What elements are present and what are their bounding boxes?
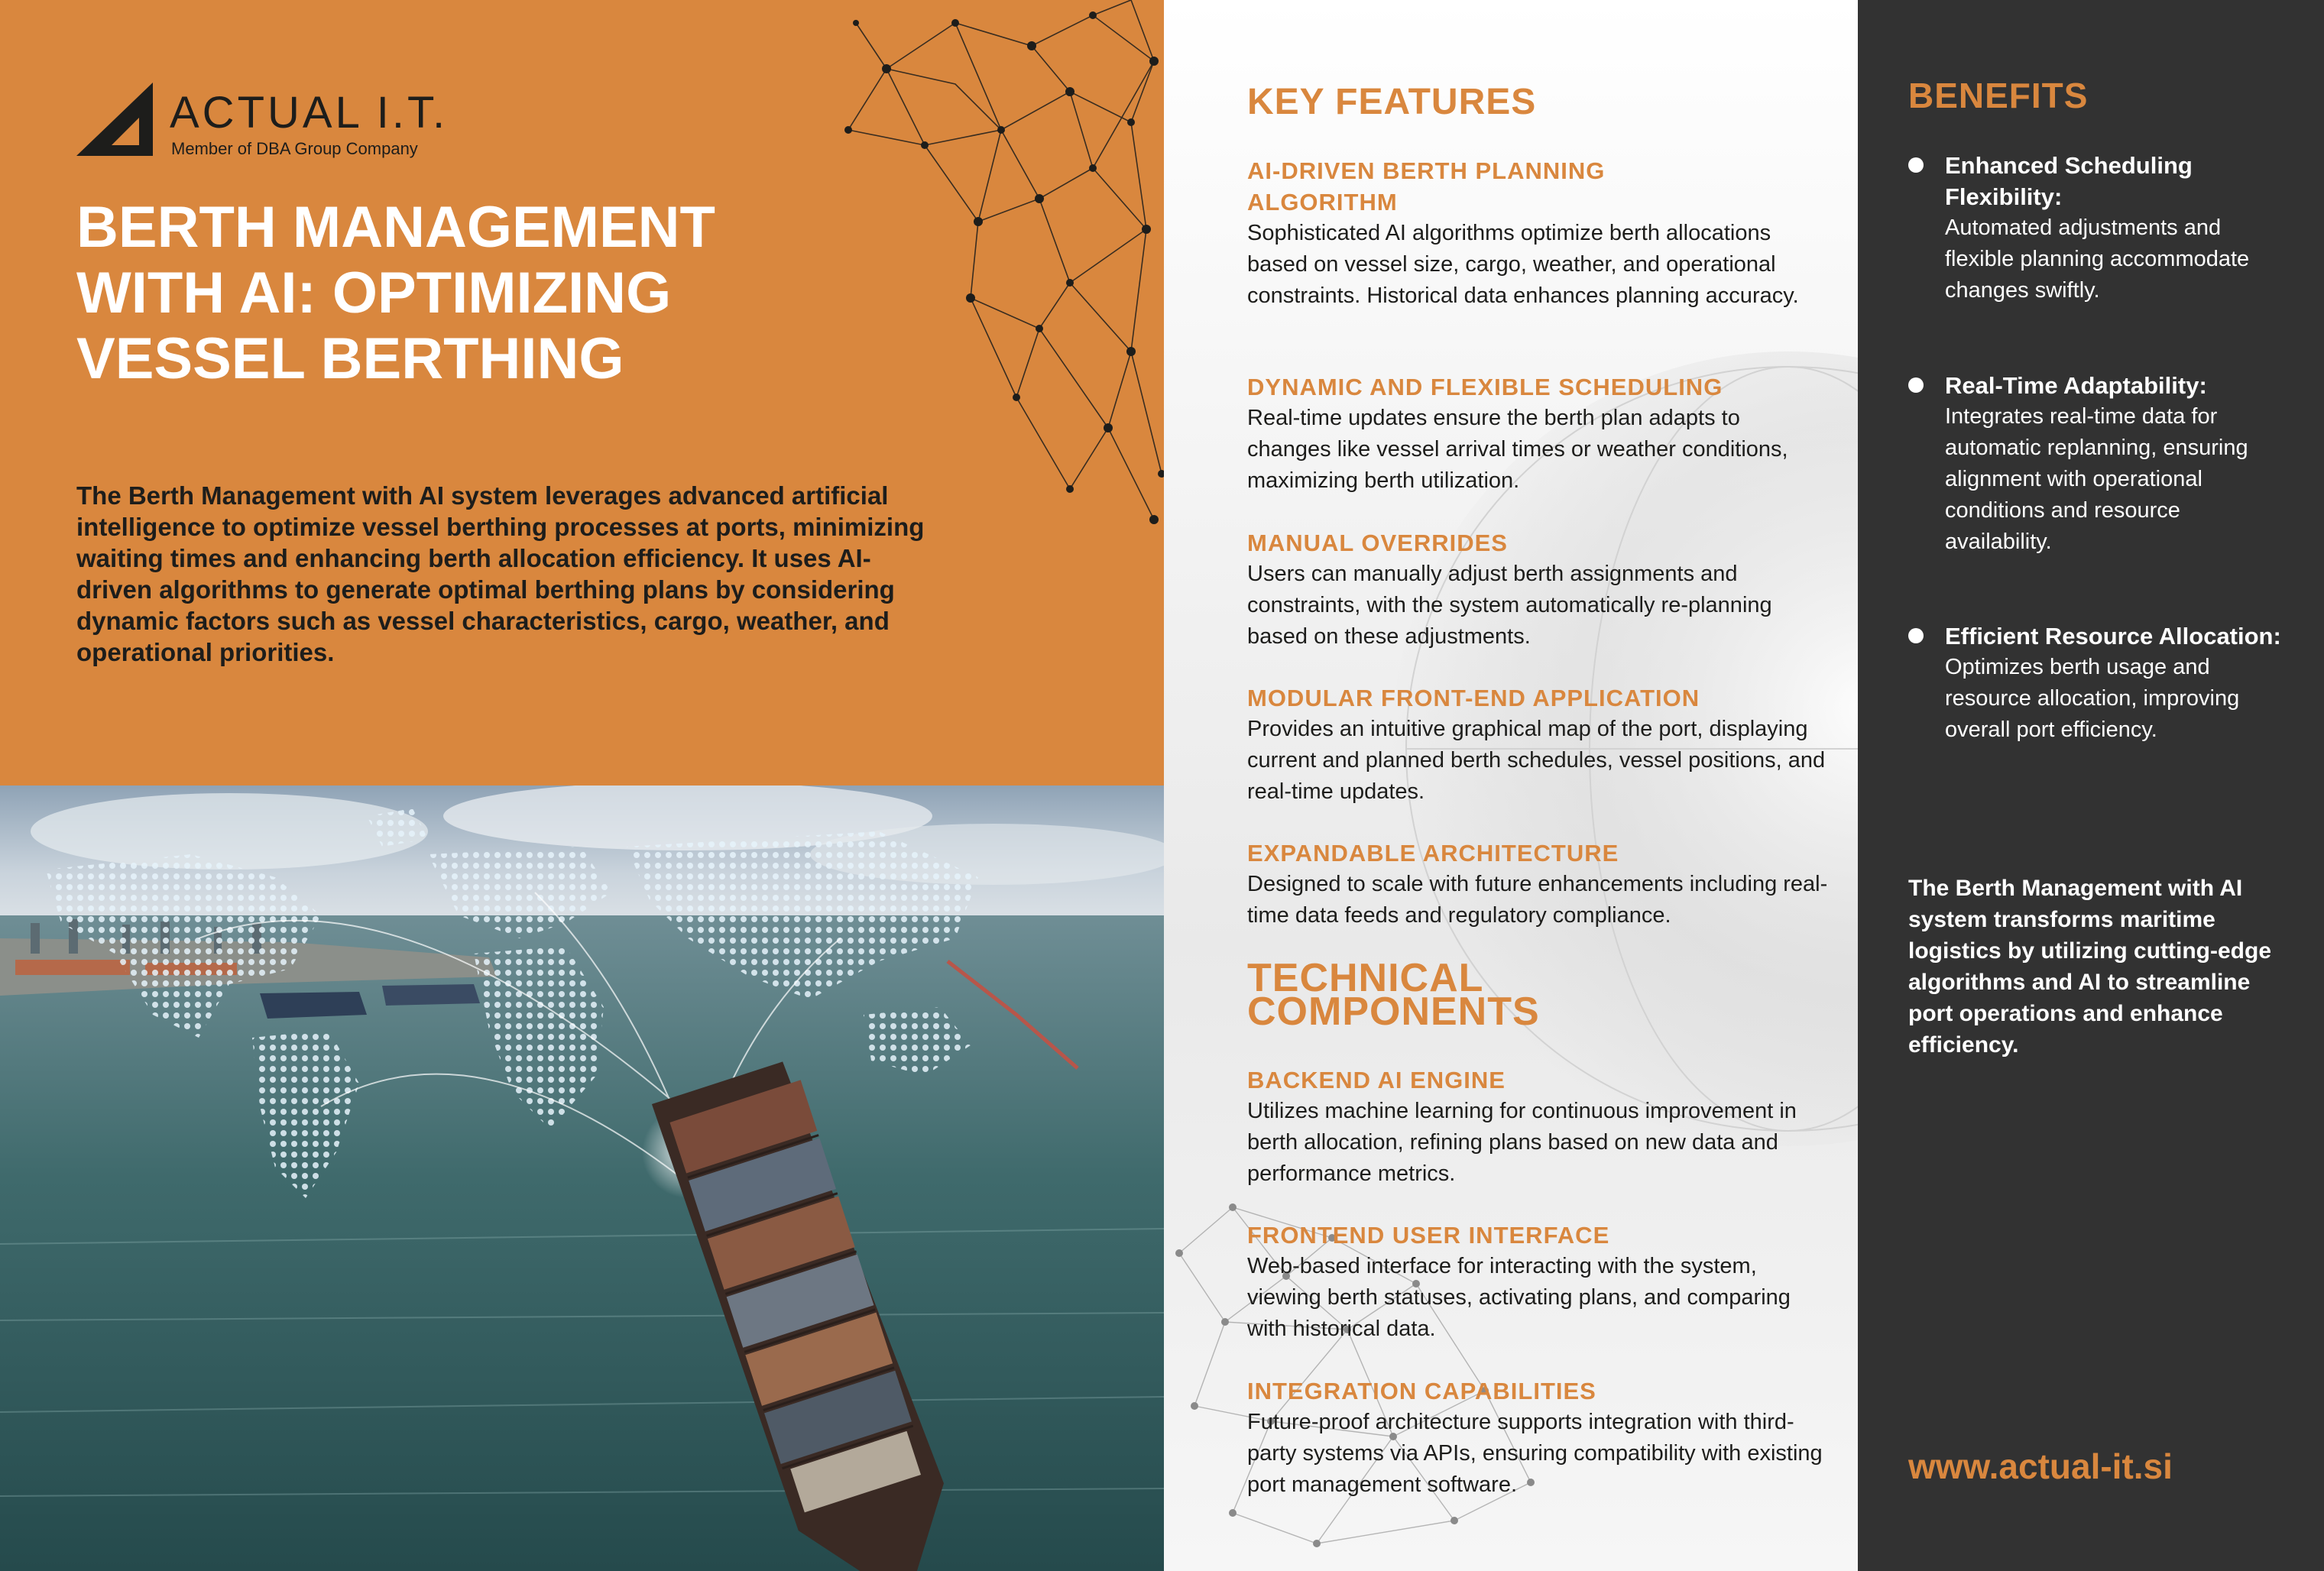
benefit-title: Enhanced Scheduling Flexibility: (1945, 152, 2193, 210)
component-item (1247, 1064, 1828, 1190)
feature-text: Provides an intuitive graphical map of the port, displaying current and planned berth schedules, vessel positions, and real-time updates. (1247, 717, 1826, 804)
technical-components-heading (1247, 956, 1540, 1034)
feature-item (1247, 527, 1828, 653)
container-ship-image (0, 786, 1164, 1571)
benefit-item (1908, 150, 2290, 306)
intro-paragraph: The Berth Management with AI system leverages advanced artificial intelligence to optimize vessel berthing processes at ports, minimizing waiting times and enhancing berth allocation efficiency. It uses AI-driven algorithms to generate optimal berthing plans by considering dynamic factors such as vessel characteristics, cargo, weather, and operational priorities. (76, 481, 925, 666)
component-text: Web-based interface for interacting with the system, viewing berth statuses, activating plans, and comparing with historical data. (1247, 1254, 1791, 1341)
page-title (76, 195, 955, 392)
benefits-heading: BENEFITS (1908, 76, 2089, 115)
feature-item (1247, 371, 1828, 497)
benefit-item (1908, 370, 2290, 558)
feature-item (1247, 682, 1828, 808)
bullet-icon (1908, 628, 1924, 643)
brand-name: ACTUAL I.T. (170, 88, 449, 138)
bullet-icon (1908, 377, 1924, 393)
feature-text: Designed to scale with future enhancements including real-time data feeds and regulatory compliance. (1247, 872, 1828, 928)
bullet-icon (1908, 157, 1924, 173)
feature-item (1247, 837, 1828, 931)
benefit-text: Integrates real-time data for automatic replanning, ensuring alignment with operational conditions and resource availability. (1945, 404, 2248, 554)
feature-title (1247, 155, 1828, 218)
benefit-text: Automated adjustments and flexible planning accommodate changes swiftly. (1945, 215, 2250, 303)
logo-mark-icon (76, 83, 153, 156)
feature-text: Sophisticated AI algorithms optimize berth allocations based on vessel size, cargo, weather, and operational constraints. Historical data enhances planning accuracy. (1247, 221, 1799, 308)
website-link[interactable]: www.actual-it.si (1908, 1446, 2173, 1486)
brand-tagline: Member of DBA Group Company (171, 139, 418, 158)
component-text: Utilizes machine learning for continuous improvement in berth allocation, refining plans based on new data and performance metrics. (1247, 1099, 1797, 1186)
feature-title-line: AI-DRIVEN BERTH PLANNING (1247, 157, 1606, 184)
title-line: BERTH MANAGEMENT (76, 195, 715, 260)
feature-item (1247, 155, 1828, 312)
heading-line: COMPONENTS (1247, 990, 1540, 1034)
feature-text: Users can manually adjust berth assignments and constraints, with the system automatically re-planning based on these adjustments. (1247, 562, 1772, 649)
brand-logo (76, 83, 566, 167)
heading-line: TECHNICAL (1247, 956, 1484, 1000)
title-line: WITH AI: OPTIMIZING (76, 261, 672, 326)
key-features-heading: KEY FEATURES (1247, 82, 1537, 122)
component-item (1247, 1220, 1828, 1345)
benefit-title: Efficient Resource Allocation: (1945, 623, 2281, 649)
benefit-text: Optimizes berth usage and resource allocation, improving overall port efficiency. (1945, 655, 2240, 742)
title-line: VESSEL BERTHING (76, 326, 624, 391)
feature-title: MANUAL OVERRIDES (1247, 530, 1508, 556)
component-text: Future-proof architecture supports integration with third-party systems via APIs, ensuring compatibility with existing port management software. (1247, 1410, 1823, 1497)
component-title: INTEGRATION CAPABILITIES (1247, 1378, 1596, 1404)
component-item (1247, 1375, 1828, 1501)
feature-title: EXPANDABLE ARCHITECTURE (1247, 840, 1619, 866)
ship-photo (0, 786, 1164, 1571)
feature-title: MODULAR FRONT-END APPLICATION (1247, 685, 1700, 711)
feature-title-line: ALGORITHM (1247, 189, 1398, 215)
benefits-summary: The Berth Management with AI system transforms maritime logistics by utilizing cutting-edge algorithms and AI to streamline port operations and enhance efficiency. (1908, 876, 2272, 1058)
benefit-title: Real-Time Adaptability: (1945, 372, 2207, 399)
feature-text: Real-time updates ensure the berth plan adapts to changes like vessel arrival times or weather conditions, maximizing berth utilization. (1247, 406, 1788, 493)
feature-title: DYNAMIC AND FLEXIBLE SCHEDULING (1247, 374, 1723, 400)
component-title: FRONTEND USER INTERFACE (1247, 1222, 1610, 1249)
benefit-item (1908, 620, 2290, 746)
component-title: BACKEND AI ENGINE (1247, 1067, 1506, 1093)
